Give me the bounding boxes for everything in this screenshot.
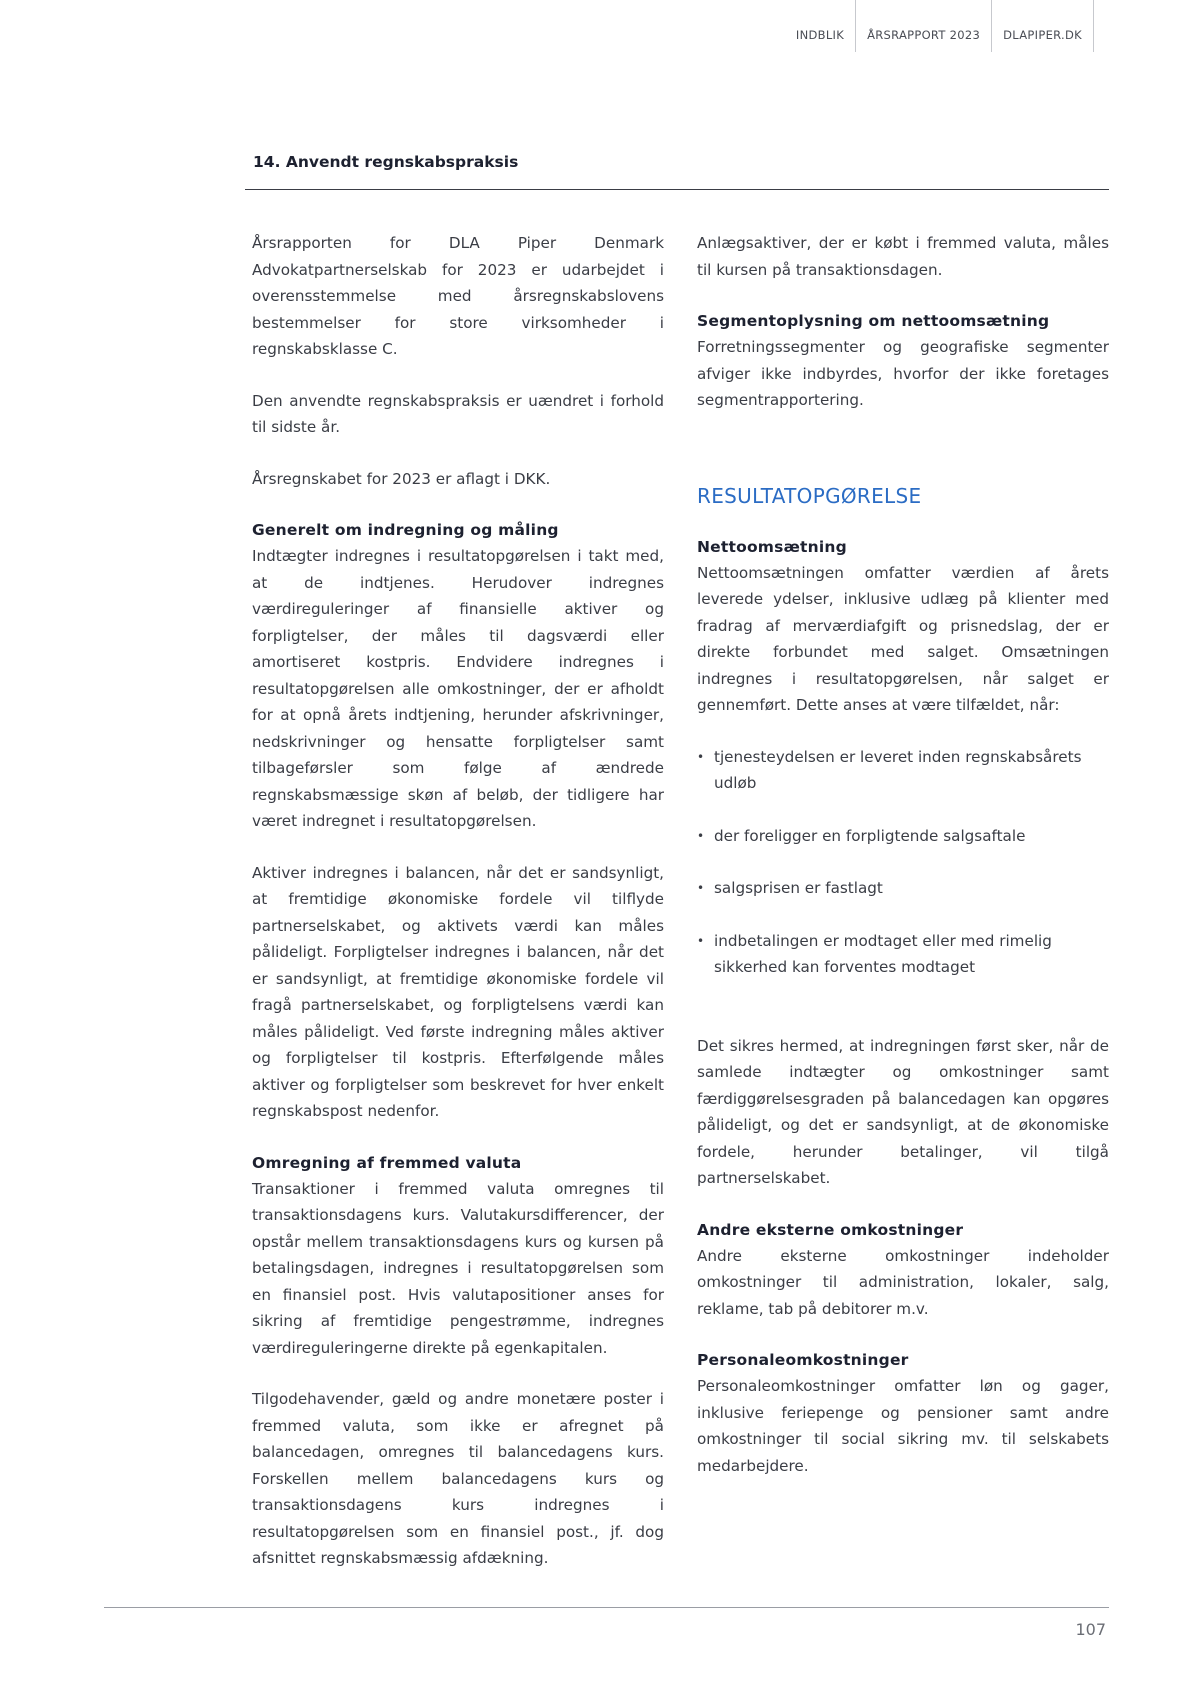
staff-costs-paragraph: Personaleomkostninger omfatter løn og gager, inklusive feriepenge og pensioner samt andre omkostninger til social sikring mv. til selskabets medarbejdere. (697, 1377, 1109, 1475)
heading-segment: Segmentoplysning om nettoomsætning (697, 312, 1050, 330)
foreign-currency-paragraph: Transaktioner i fremmed valuta omregnes til transaktionsdagens kurs. Valutakursdifferencer, der opstår mellem transaktionsdagens kurs og kursen på betalingsdagen, indregnes i resultatopgørelsen som en finansiel post. Hvis valutapositioner anses for sikring af fremtidige pengestrømme, indregnes værdireguleringerne direkte på egenkapitalen. (252, 1179, 664, 1357)
page-number: 107 (1075, 1620, 1106, 1639)
heading-personale: Personaleomkostninger (697, 1351, 909, 1369)
nav-link-indblik[interactable]: INDBLIK (785, 0, 856, 52)
list-item: • der foreligger en forpligtende salgsaftale (697, 823, 1109, 850)
list-item: • salgsprisen er fastlagt (697, 875, 1109, 902)
monetary-items-paragraph: Tilgodehavender, gæld og andre monetære poster i fremmed valuta, som ikke er afregnet på balancedagen, omregnes til balancedagens kurs. Forskellen mellem balancedagens kurs og transaktionsdagens kurs indregnes i resultatopgørelsen som en finansiel post., jf. dog afsnittet regnskabsmæssig afdækning. (252, 1390, 664, 1567)
bullet-icon: • (697, 749, 705, 764)
currency-paragraph: Årsregnskabet for 2023 er aflagt i DKK. (252, 469, 551, 488)
list-item: • tjenesteydelsen er leveret inden regnskabsårets udløb (697, 744, 1109, 797)
list-item: • indbetalingen er modtaget eller med rimelig sikkerhed kan forventes modtaget (697, 928, 1109, 981)
assurance-paragraph: Det sikres hermed, at indregningen først sker, når de samlede indtægter og omkostninger samt færdiggørelsesgraden på balancedagen kan opgøres pålideligt, og det er sandsynligt, at de økonomiske fordele, herunder betalinger, vil tilgå partnerselskabet. (697, 1036, 1109, 1187)
bullet-icon: • (697, 881, 705, 895)
section-title: 14. Anvendt regnskabspraksis (253, 153, 519, 171)
nav-link-aarsrapport[interactable]: ÅRSRAPPORT 2023 (856, 0, 992, 52)
right-column (697, 230, 1109, 1504)
heading-valuta: Omregning af fremmed valuta (252, 1153, 522, 1172)
left-column (252, 230, 664, 1597)
heading-eksterne: Andre eksterne omkostninger (697, 1220, 964, 1239)
bullet-icon: • (697, 933, 705, 948)
external-costs-paragraph: Andre eksterne omkostninger indeholder omkostninger til administration, lokaler, salg, reklame, tab på debitorer m.v. (697, 1246, 1109, 1318)
heading-generelt: Generelt om indregning og måling (252, 521, 559, 539)
footer-divider (104, 1607, 1109, 1608)
bullet-icon: • (697, 828, 705, 843)
nav-link-dlapiper[interactable]: DLAPIPER.DK (992, 0, 1094, 52)
practice-unchanged-paragraph: Den anvendte regnskabspraksis er uændret i forhold til sidste år. (252, 391, 664, 436)
heading-resultatopgoerelse: RESULTATOPGØRELSE (697, 483, 922, 508)
intro-paragraph: Årsrapporten for DLA Piper Denmark Advokatpartnerselskab for 2023 er udarbejdet i overensstemmelse med årsregnskabslovens bestemmelser for store virksomheder i regnskabsklasse C. (252, 234, 664, 358)
segment-paragraph: Forretningssegmenter og geografiske segmenter afviger ikke indbyrdes, hvorfor der ikke foretages segmentrapportering. (697, 338, 1109, 409)
heading-nettoomsaetning: Nettoomsætning (697, 537, 847, 556)
fixed-assets-paragraph: Anlægsaktiver, der er købt i fremmed valuta, måles til kursen på transaktionsdagen. (697, 234, 1109, 279)
top-navigation (785, 0, 1094, 52)
recognition-paragraph: Indtægter indregnes i resultatopgørelsen i takt med, at de indtjenes. Herudover indregnes værdireguleringer af finansielle aktiver og forpligtelser, der måles til dagsværdi eller amortiseret kostpris. Endvidere indregnes i resultatopgørelsen alle omkostninger, der er afholdt for at opnå årets indtjening, herunder afskrivninger, nedskrivninger og hensatte forpligtelser samt tilbageførsler som følge af ændrede regnskabsmæssige skøn af beløb, der tidligere har været indregnet i resultatopgørelsen. (252, 547, 664, 830)
title-divider (245, 189, 1109, 190)
revenue-paragraph: Nettoomsætningen omfatter værdien af årets leverede ydelser, inklusive udlæg på klienter med fradrag af merværdiafgift og prisnedslag, der er direkte forbundet med salget. Omsætningen indregnes i resultatopgørelsen, når salget er gennemført. Dette anses at være tilfældet, når: (697, 563, 1109, 714)
assets-paragraph: Aktiver indregnes i balancen, når det er sandsynligt, at fremtidige økonomiske fordele vil tilflyde partnerselskabet, og aktivets værdi kan måles pålideligt. Forpligtelser indregnes i balancen, når det er sandsynligt, at fremtidige økonomiske fordele vil fragå partnerselskabet, og forpligtelsens værdi kan måles pålideligt. Ved første indregning måles aktiver og forpligtelser til kostpris. Efterfølgende måles aktiver og forpligtelser som beskrevet for hver enkelt regnskabspost nedenfor. (252, 863, 664, 1120)
revenue-conditions-list (697, 744, 1109, 981)
